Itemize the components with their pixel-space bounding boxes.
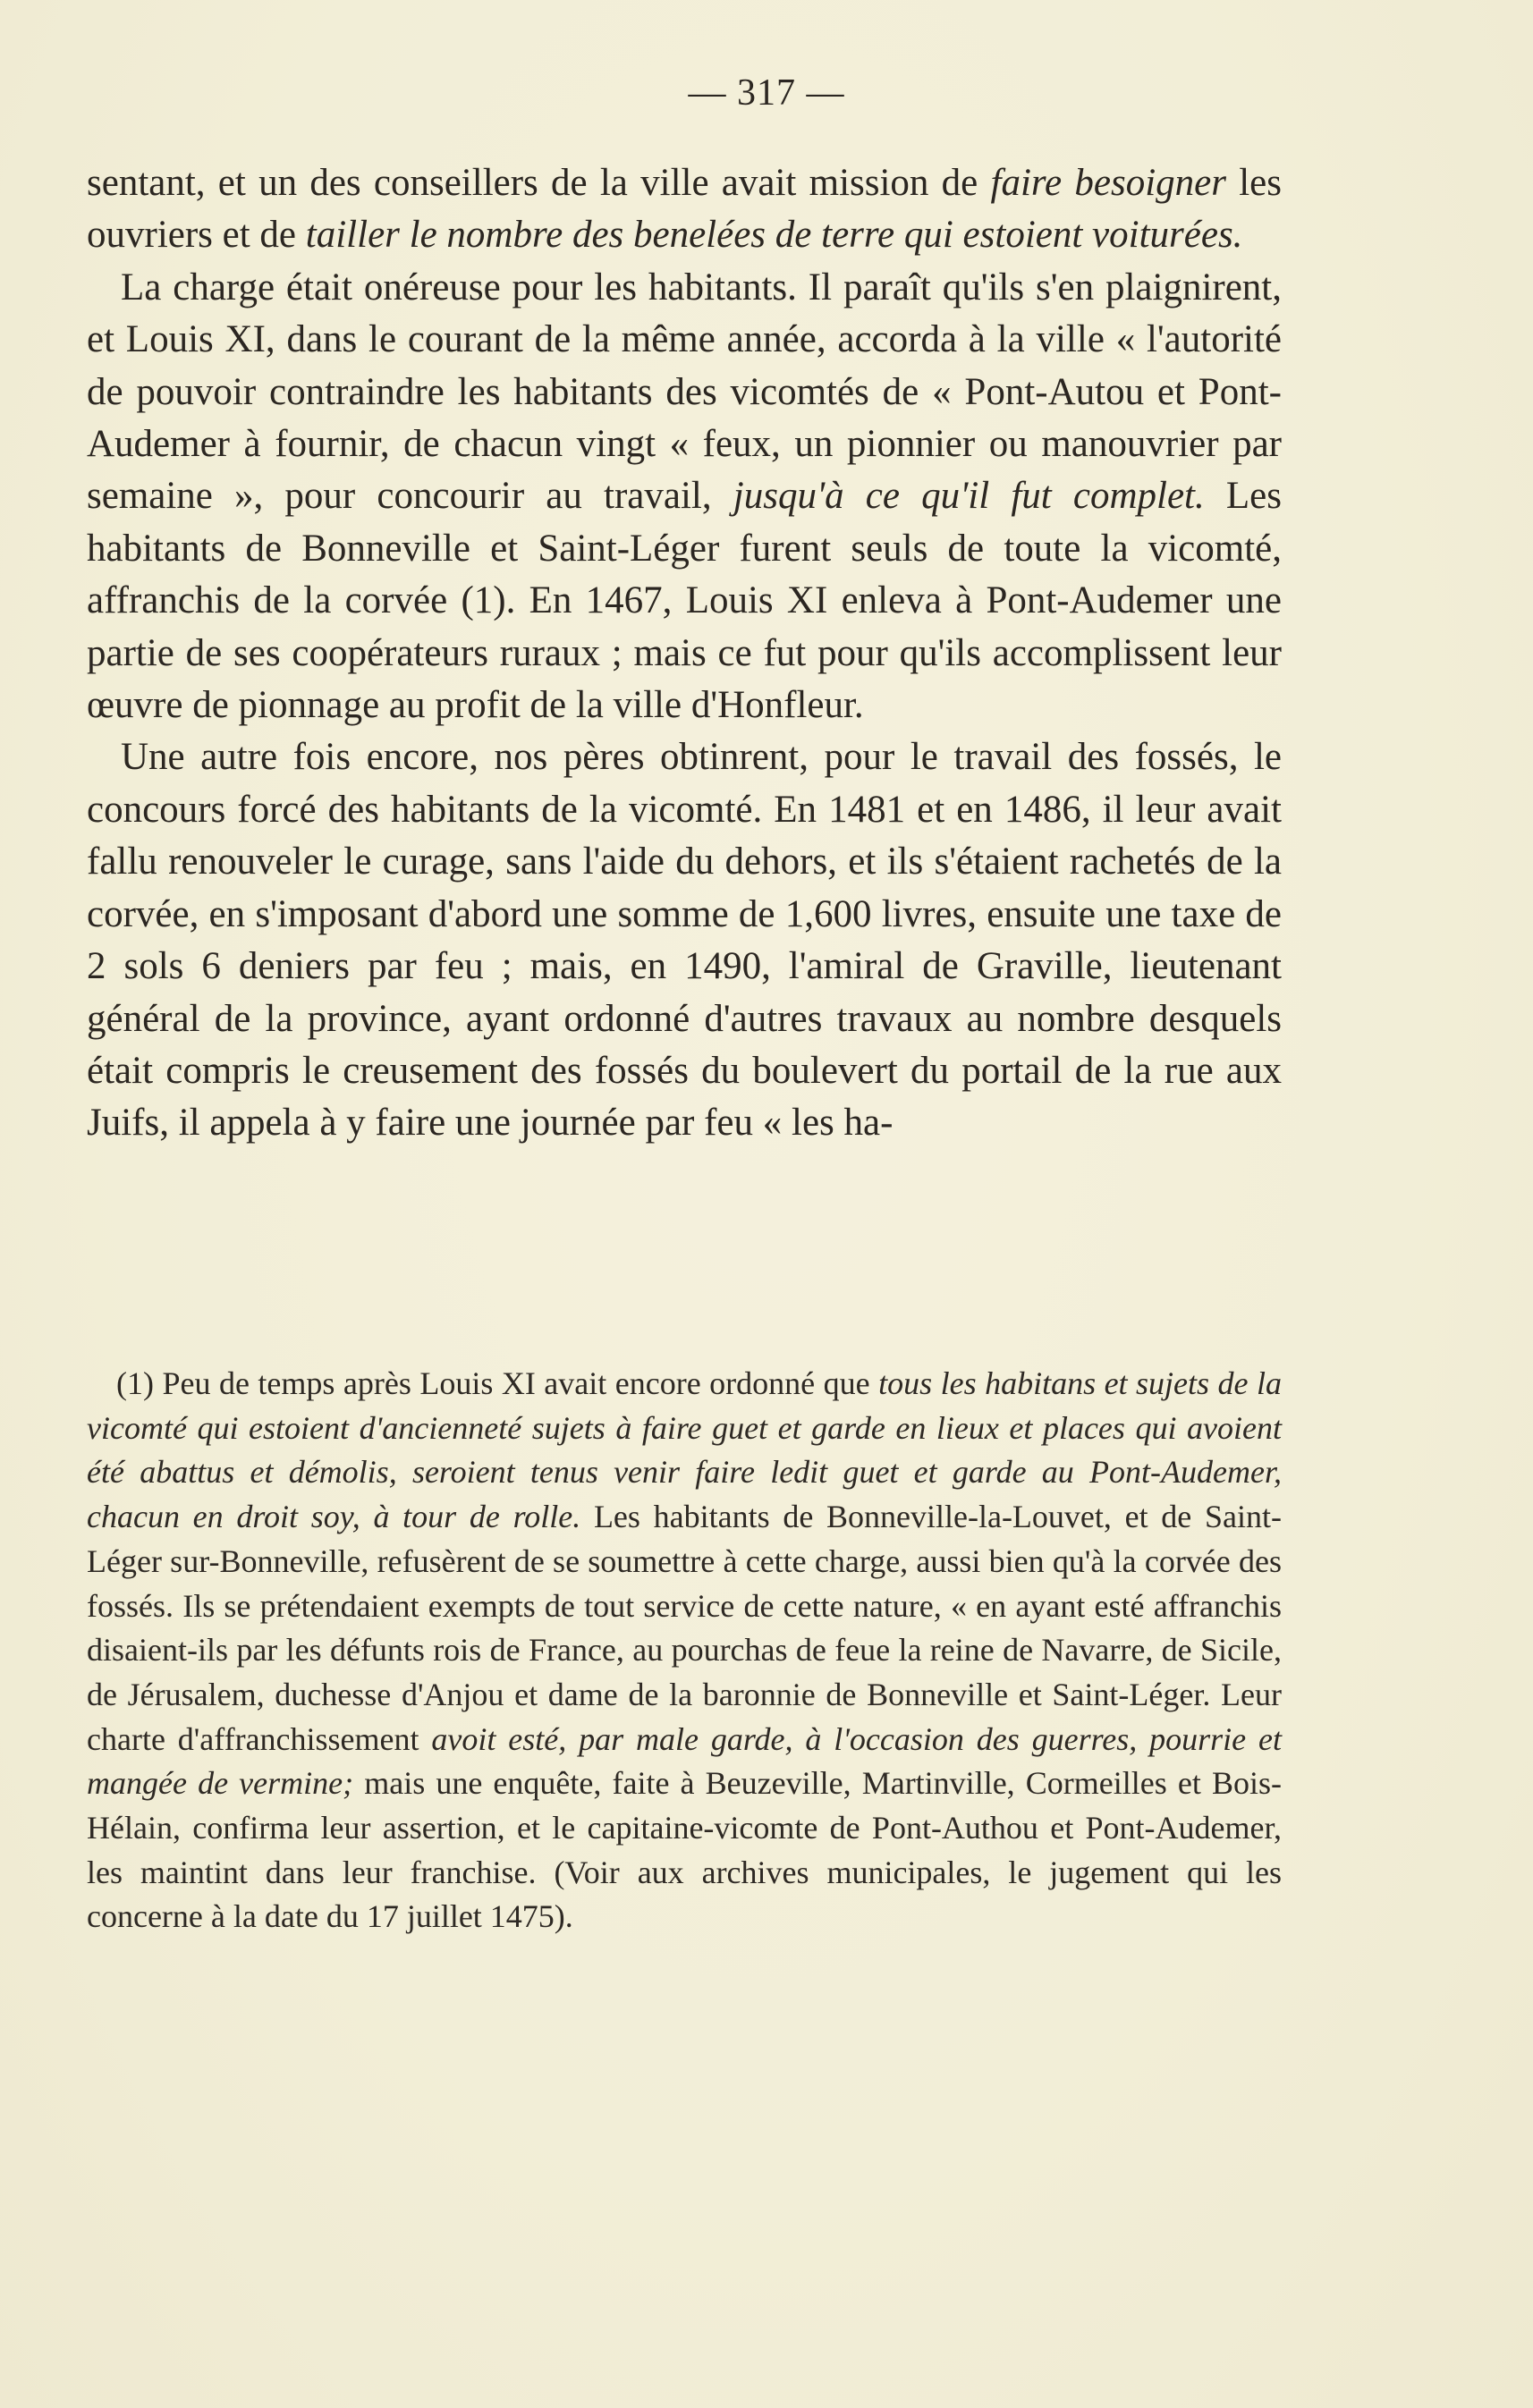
paragraph-3-text: Une autre fois encore, nos pères obtinrent, pour le travail des fossés, le concours forcé des habitants de la vicomté. En 1481 et en 1486, il leur avait fallu renouveler le curage, sans l'aide du dehors, et ils s'étaient rachetés de la corvée, en s'imposant d'abord une somme de 1,600 livres, ensuite une taxe de 2 sols 6 deniers par feu ; mais, en 1490, l'amiral de Graville, lieutenant général de la province, ayant ordonné d'autres travaux au nombre desquels était compris le creusement des fossés du boulevert du portail de la rue aux Juifs, il appela à y faire une journée par feu « les ha- (87, 736, 1282, 1145)
footnote-text-a: (1) Peu de temps après Louis XI avait encore ordonné que (116, 1365, 879, 1401)
paragraph-1-text-b: les ouvriers et de (87, 162, 1282, 257)
footnote-text-b: Les habitants de Bonneville-la-Louvet, et de Saint-Léger sur-Bonneville, refusèrent de se soumettre à cette charge, aussi bien qu'à la corvée des fossés. Ils se prétendaient exempts de tout service de cette nature, « en ayant esté affranchis disaient-ils par les défunts rois de France, au pourchas de feue la reine de Navarre, de Sicile, de Jérusalem, duchesse d'Anjou et dame de la baronnie de Bonneville et Saint-Léger. Leur charte d'affranchissement (87, 1499, 1282, 1757)
paragraph-1-italic-b: tailler le nombre des benelées de terre qui estoient voiturées. (305, 214, 1243, 257)
paragraph-2-italic-a: jusqu'à ce qu'il fut complet. (733, 475, 1205, 518)
paragraph-1 (87, 157, 1282, 262)
paragraph-2-text-a: La charge était onéreuse pour les habitants. Il paraît qu'ils s'en plaignirent, et Louis XI, dans le courant de la même année, accorda à la ville « l'autorité de pouvoir contraindre les habitants des vicomtés de « Pont-Autou et Pont-Audemer à fournir, de chacun vingt « feux, un pionnier ou manouvrier par semaine », pour concourir au travail, (87, 266, 1282, 518)
paragraph-2 (87, 262, 1282, 732)
footnote-italic-b: avoit esté, par male garde, à l'occasion des guerres, pourrie et mangée de vermine; (87, 1720, 1282, 1802)
main-text (87, 157, 1282, 1150)
footnote-paragraph (87, 1362, 1282, 1939)
paragraph-2-text-b: Les habitants de Bonneville et Saint-Léger furent seuls de toute la vicomté, affranchis de la corvée (1). En 1467, Louis XI enleva à Pont-Audemer une partie de ses coopérateurs ruraux ; mais ce fut pour qu'ils accomplissent leur œuvre de pionnage au profit de la ville d'Honfleur. (87, 475, 1282, 727)
footnote-italic-a: tous les habitans et sujets de la vicomté qui estoient d'ancienneté sujets à faire guet et garde en lieux et places qui avoient été abattus et démolis, seroient tenus venir faire ledit guet et garde au Pont-Audemer, chacun en droit soy, à tour de rolle. (87, 1365, 1282, 1535)
paragraph-1-text-a: sentant, et un des conseillers de la ville avait mission de (87, 162, 991, 204)
footnote (87, 1362, 1282, 1939)
paragraph-3 (87, 731, 1282, 1149)
page-number: — 317 — (688, 72, 845, 114)
paragraph-1-italic-a: faire besoigner (990, 162, 1226, 204)
footnote-text-c: mais une enquête, faite à Beuzeville, Martinville, Cormeilles et Bois-Hélain, confirma leur assertion, et le capitaine-vicomte de Pont-Authou et Pont-Audemer, les maintint dans leur franchise. (Voir aux archives municipales, le jugement qui les concerne à la date du 17 juillet 1475). (87, 1765, 1282, 1935)
